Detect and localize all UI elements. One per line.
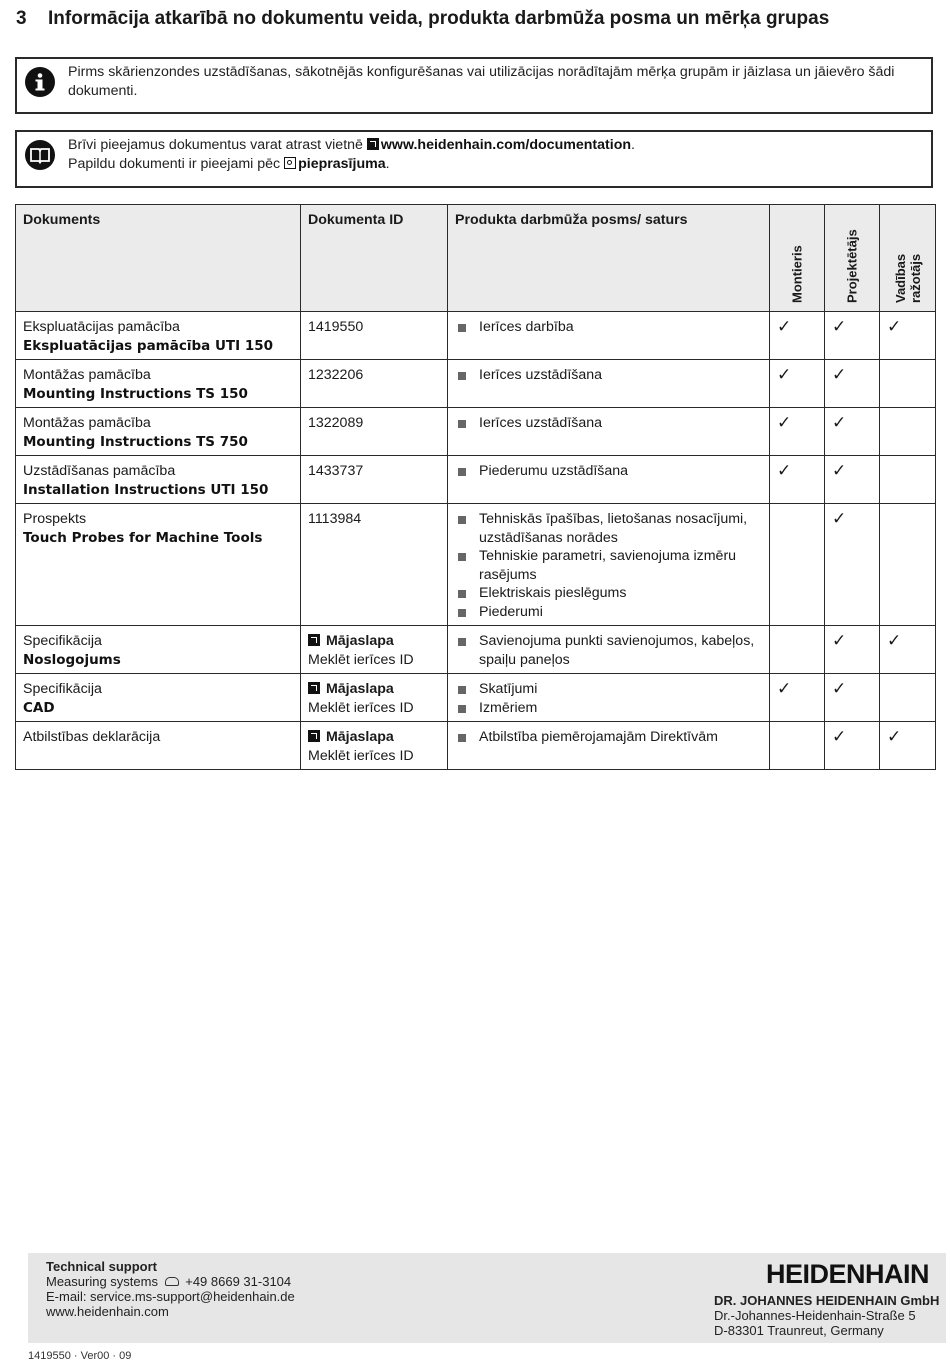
document-id-cell — [301, 626, 448, 674]
company-street: Dr.-Johannes-Heidenhain-Straße 5 — [714, 1308, 916, 1323]
search-device-id: Meklēt ierīces ID — [308, 747, 414, 764]
fitter-check: ✓ — [777, 461, 792, 480]
external-link-icon — [308, 682, 320, 694]
document-title: Mounting Instructions TS 750 — [23, 433, 248, 450]
documentation-line-2 — [68, 155, 923, 174]
manufacturer-cell — [880, 722, 936, 770]
designer-check: ✓ — [832, 509, 847, 528]
manufacturer-check: ✓ — [887, 727, 902, 746]
phase-cell — [448, 408, 770, 456]
designer-check: ✓ — [832, 727, 847, 746]
external-link-icon — [367, 138, 379, 150]
designer-check: ✓ — [832, 679, 847, 698]
document-type: Specifikācija — [23, 633, 102, 649]
support-website: www.heidenhain.com — [46, 1304, 169, 1319]
designer-cell — [825, 626, 880, 674]
fitter-check: ✓ — [777, 317, 792, 336]
fitter-cell — [770, 360, 825, 408]
header-manufacturer-line-2: ražotājs — [907, 253, 923, 303]
company-name: DR. JOHANNES HEIDENHAIN GmbH — [714, 1293, 940, 1308]
document-id: 1322089 — [308, 415, 364, 431]
header-fitter — [770, 205, 825, 312]
fitter-cell — [770, 312, 825, 360]
phase-cell — [448, 626, 770, 674]
fitter-check: ✓ — [777, 365, 792, 384]
designer-cell — [825, 312, 880, 360]
document-id: 1433737 — [308, 463, 364, 479]
designer-check: ✓ — [832, 631, 847, 650]
document-title: Noslogojums — [23, 651, 121, 668]
designer-cell — [825, 408, 880, 456]
list-item: Ierīces darbība — [455, 318, 762, 337]
support-phone-label: Measuring systems — [46, 1274, 158, 1289]
request-icon — [284, 157, 296, 169]
designer-cell — [825, 722, 880, 770]
fitter-cell — [770, 674, 825, 722]
search-device-id: Meklēt ierīces ID — [308, 699, 414, 716]
phase-cell — [448, 456, 770, 504]
document-type: Ekspluatācijas pamācība — [23, 319, 180, 335]
header-fitter-label: Montieris — [789, 245, 805, 303]
document-id-cell — [301, 312, 448, 360]
footer — [28, 1253, 946, 1343]
document-id-cell — [301, 408, 448, 456]
homepage-link[interactable]: Mājaslapa — [325, 681, 394, 697]
fitter-cell — [770, 722, 825, 770]
documentation-link[interactable]: www.heidenhain.com/documentation — [380, 137, 632, 153]
search-device-id: Meklēt ierīces ID — [308, 651, 414, 668]
header-manufacturer-label — [893, 254, 923, 303]
manufacturer-cell — [880, 626, 936, 674]
external-link-icon — [308, 634, 320, 646]
list-item: Skatījumi — [455, 680, 762, 699]
phone-icon — [165, 1277, 179, 1286]
document-type: Montāžas pamācība — [23, 367, 151, 383]
documentation-notice — [15, 130, 933, 188]
list-item: Savienojuma punkti savienojumos, kabeļos, spaiļu paneļos — [455, 632, 762, 669]
document-type: Uzstādīšanas pamācība — [23, 463, 176, 479]
designer-check: ✓ — [832, 317, 847, 336]
document-type: Atbilstības deklarācija — [23, 729, 161, 745]
document-type: Montāžas pamācība — [23, 415, 151, 431]
document-id: 1232206 — [308, 367, 364, 383]
document-title: Ekspluatācijas pamācība UTI 150 — [23, 337, 274, 354]
list-item: Ierīces uzstādīšana — [455, 414, 762, 433]
homepage-link[interactable]: Mājaslapa — [325, 633, 394, 649]
homepage-link[interactable]: Mājaslapa — [325, 729, 394, 745]
support-email: E-mail: service.ms-support@heidenhain.de — [46, 1289, 295, 1304]
header-phase: Produkta darbmūža posms/ saturs — [448, 205, 770, 312]
heidenhain-logo: HEIDENHAIN — [765, 1259, 929, 1289]
manufacturer-cell — [880, 674, 936, 722]
header-designer — [825, 205, 880, 312]
document-cell — [16, 674, 301, 722]
list-item: Tehniskie parametri, savienojuma izmēru rasējums — [455, 547, 762, 584]
manufacturer-cell — [880, 408, 936, 456]
external-link-icon — [308, 730, 320, 742]
phase-cell — [448, 722, 770, 770]
phase-cell — [448, 312, 770, 360]
manufacturer-check: ✓ — [887, 317, 902, 336]
support-phone: +49 8669 31-3104 — [185, 1274, 292, 1289]
documentation-line-1-prefix: Brīvi pieejamus dokumentus varat atrast vietnē — [68, 137, 363, 153]
company-city: D-83301 Traunreut, Germany — [714, 1323, 884, 1338]
table-row — [16, 312, 936, 360]
document-title: Touch Probes for Machine Tools — [23, 529, 263, 546]
documentation-line-1 — [68, 136, 923, 155]
support-phone-line — [46, 1274, 295, 1289]
designer-cell — [825, 674, 880, 722]
document-id-cell — [301, 360, 448, 408]
designer-check: ✓ — [832, 365, 847, 384]
fitter-check: ✓ — [777, 413, 792, 432]
document-number: 1419550 · Ver00 · 09 — [28, 1350, 132, 1362]
list-item: Tehniskās īpašības, lietošanas nosacījumi, uzstādīšanas norādes — [455, 510, 762, 547]
table-row — [16, 408, 936, 456]
info-notice-text: Pirms skārienzondes uzstādīšanas, sākotnējās konfigurēšanas vai utilizācijas norādītajām mērķa grupām ir jāizlasa un jāievēro šādi dokumenti. — [68, 64, 895, 99]
phase-cell — [448, 504, 770, 626]
document-id-cell — [301, 722, 448, 770]
fitter-cell — [770, 504, 825, 626]
manufacturer-cell — [880, 456, 936, 504]
manufacturer-cell — [880, 312, 936, 360]
document-id: 1419550 — [308, 319, 364, 335]
document-cell — [16, 722, 301, 770]
section-number: 3 — [16, 8, 27, 29]
technical-support — [46, 1259, 295, 1319]
list-item: Ierīces uzstādīšana — [455, 366, 762, 385]
fitter-cell — [770, 456, 825, 504]
company-address — [714, 1293, 939, 1338]
documentation-line-2-suffix: . — [385, 156, 390, 172]
designer-cell — [825, 504, 880, 626]
document-cell — [16, 626, 301, 674]
list-item: Atbilstība piemērojamajām Direktīvām — [455, 728, 762, 747]
table-row — [16, 360, 936, 408]
document-cell — [16, 456, 301, 504]
designer-check: ✓ — [832, 413, 847, 432]
table-row — [16, 626, 936, 674]
table-row — [16, 504, 936, 626]
fitter-cell — [770, 408, 825, 456]
documentation-line-1-suffix: . — [631, 137, 635, 153]
info-icon — [25, 67, 55, 97]
document-id-cell — [301, 456, 448, 504]
designer-check: ✓ — [832, 461, 847, 480]
request-link[interactable]: pieprasījuma — [298, 156, 386, 172]
header-document-id: Dokumenta ID — [301, 205, 448, 312]
table-row — [16, 674, 936, 722]
section-heading — [16, 8, 829, 30]
manufacturer-cell — [880, 360, 936, 408]
document-type: Prospekts — [23, 511, 87, 527]
documents-table — [15, 204, 936, 770]
header-document: Dokuments — [16, 205, 301, 312]
list-item: Elektriskais pieslēgums — [455, 584, 762, 603]
support-title: Technical support — [46, 1259, 157, 1274]
list-item: Piederumu uzstādīšana — [455, 462, 762, 481]
document-title: Installation Instructions UTI 150 — [23, 481, 269, 498]
document-id-cell — [301, 504, 448, 626]
manufacturer-check: ✓ — [887, 631, 902, 650]
document-title: Mounting Instructions TS 150 — [23, 385, 248, 402]
designer-cell — [825, 360, 880, 408]
document-id: 1113984 — [308, 511, 362, 527]
documentation-line-2-prefix: Papildu dokumenti ir pieejami pēc — [68, 156, 281, 172]
fitter-check: ✓ — [777, 679, 792, 698]
document-cell — [16, 504, 301, 626]
manufacturer-cell — [880, 504, 936, 626]
table-row — [16, 722, 936, 770]
list-item: Piederumi — [455, 603, 762, 622]
table-row — [16, 456, 936, 504]
documentation-notice-text — [68, 136, 923, 174]
book-icon — [25, 140, 55, 170]
phase-cell — [448, 360, 770, 408]
phase-cell — [448, 674, 770, 722]
fitter-cell — [770, 626, 825, 674]
document-cell — [16, 312, 301, 360]
document-cell — [16, 360, 301, 408]
info-notice — [15, 57, 933, 114]
header-manufacturer — [880, 205, 936, 312]
designer-cell — [825, 456, 880, 504]
header-designer-label: Projektētājs — [844, 229, 860, 303]
table-header-row — [16, 205, 936, 312]
header-manufacturer-line-1: Vadības — [892, 253, 908, 303]
document-type: Specifikācija — [23, 681, 102, 697]
list-item: Izmēriem — [455, 699, 762, 718]
document-title: CAD — [23, 699, 55, 716]
document-cell — [16, 408, 301, 456]
document-id-cell — [301, 674, 448, 722]
section-title: Informācija atkarībā no dokumentu veida, produkta darbmūža posma un mērķa grupas — [48, 8, 830, 29]
